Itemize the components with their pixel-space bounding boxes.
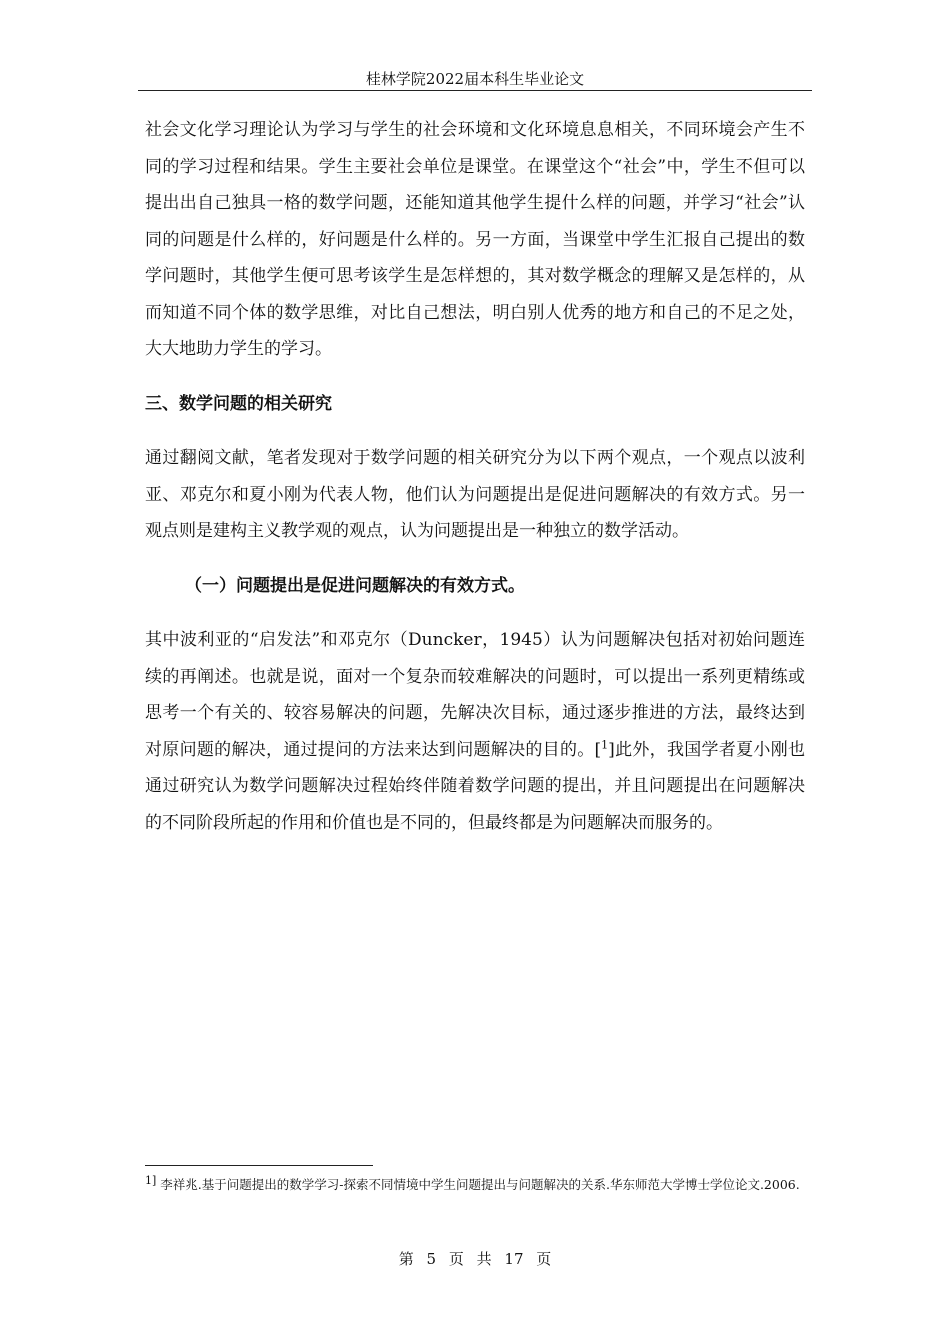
- footer-label-di: 第: [398, 1250, 414, 1268]
- subsection-heading-1: （一）问题提出是促进问题解决的有效方式。: [185, 575, 525, 596]
- paragraph-text-part2: ]此外，我国学者夏小刚也通过研究认为数学问题解决过程始终伴随着数学问题的提出，并且问题提出在问题解决的不同阶段所起的作用和价值也是不同的，但最终都是为问题解决而服务的。: [145, 739, 805, 833]
- page-footer: [0, 1248, 950, 1270]
- footnote: [145, 1174, 805, 1195]
- footer-label-gong: 共: [476, 1250, 492, 1268]
- paragraph-research-overview: 通过翻阅文献，笔者发现对于数学问题的相关研究分为以下两个观点，一个观点以波利亚、邓克尔和夏小刚为代表人物，他们认为问题提出是促进问题解决的有效方式。另一观点则是建构主义教学观的观点，认为问题提出是一种独立的数学活动。: [145, 448, 805, 541]
- footer-page-current: 5: [426, 1250, 437, 1268]
- footnote-divider: [145, 1165, 373, 1166]
- paragraph-polya-duncker: [145, 622, 805, 841]
- citation-ref[interactable]: 1: [601, 737, 609, 751]
- paragraph-text-part1: 其中波利亚的“启发法”和邓克尔（Duncker，1945）认为问题解决包括对初始问题连续的再阐述。也就是说，面对一个复杂而较难解决的问题时，可以提出一系列更精练或思考一个有关的、较容易解决的问题，先解决次目标，通过逐步推进的方法，最终达到对原问题的解决，通过提问的方法来达到问题解决的目的。[: [145, 630, 805, 760]
- paragraph-social-culture: 社会文化学习理论认为学习与学生的社会环境和文化环境息息相关，不同环境会产生不同的学习过程和结果。学生主要社会单位是课堂。在课堂这个“社会”中，学生不但可以提出出自己独具一格的数学问题，还能知道其他学生提什么样的问题，并学习“社会”认同的问题是什么样的，好问题是什么样的。另一方面，当课堂中学生汇报自己提出的数学问题时，其他学生便可思考该学生是怎样想的，其对数学概念的理解又是怎样的，从而知道不同个体的数学思维，对比自己想法，明白别人优秀的地方和自己的不足之处，大大地助力学生的学习。: [145, 120, 805, 359]
- page-header: [138, 68, 812, 91]
- section-heading-3: 三、数学问题的相关研究: [145, 393, 332, 414]
- header-title: 桂林学院2022届本科生毕业论文: [365, 70, 585, 88]
- footnote-text: 李祥兆.基于问题提出的数学学习-探索不同情境中学生问题提出与问题解决的关系.华东师范大学博士学位论文.2006.: [156, 1177, 800, 1192]
- footer-label-ye-2: 页: [536, 1250, 552, 1268]
- footer-label-ye: 页: [448, 1250, 464, 1268]
- page-body: [145, 112, 805, 841]
- footer-page-total: 17: [504, 1250, 524, 1268]
- footnote-marker: 1]: [145, 1173, 157, 1187]
